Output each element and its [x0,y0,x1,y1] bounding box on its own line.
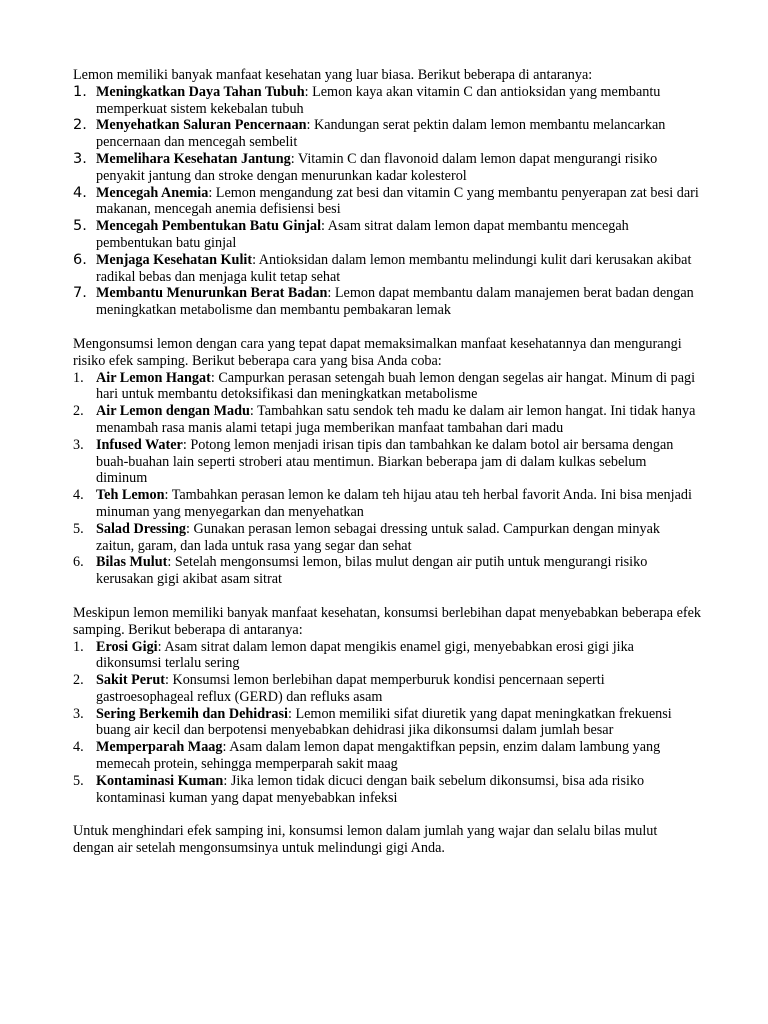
list-item-number: 4. [73,184,87,201]
list-item-term: Mencegah Anemia [96,184,209,201]
list-item-description: : Konsumsi lemon berlebihan dapat memperburuk kondisi pencernaan seperti gastroesophageal reflux (GERD) dan refluks asam [96,672,605,705]
list-item [73,437,701,487]
list-item [73,252,701,286]
list-item-number: 1. [73,83,87,100]
list-item-term: Meningkatkan Daya Tahan Tubuh [96,83,305,100]
list-item-number: 6. [73,251,87,268]
list-item [73,117,701,151]
list-item-term: Teh Lemon [96,487,165,504]
list-item [73,285,701,319]
list-item-term: Menjaga Kesehatan Kulit [96,251,253,268]
list-item-term: Memelihara Kesehatan Jantung [96,150,291,167]
list-item [73,672,701,706]
list-item-description: : Asam sitrat dalam lemon dapat membantu mencegah pembentukan batu ginjal [96,218,629,251]
list-item-term: Bilas Mulut [96,554,168,571]
list-item-number: 2. [73,403,84,420]
list-item [73,521,701,555]
list-item-description: : Gunakan perasan lemon sebagai dressing untuk salad. Campurkan dengan minyak zaitun, garam, dan lada untuk rasa yang segar dan sehat [96,520,660,554]
list-item-term: Air Lemon dengan Madu [96,403,250,420]
consumption-section [73,336,701,588]
list-item-term: Memperparah Maag [96,739,223,756]
list-item-term: Sering Berkemih dan Dehidrasi [96,705,288,722]
list-item [73,706,701,740]
list-item-term: Sakit Perut [96,672,165,689]
list-item [73,403,701,437]
list-item-description: : Lemon dapat membantu dalam manajemen berat badan dengan meningkatkan metabolisme dan membantu pembakaran lemak [96,285,694,319]
list-item-number: 3. [73,705,84,722]
list-item-number: 7. [73,285,87,302]
list-item-term: Kontaminasi Kuman [96,772,224,789]
list-item-number: 3. [73,436,84,453]
list-item [73,218,701,252]
list-item-description: : Jika lemon tidak dicuci dengan baik sebelum dikonsumsi, bisa ada risiko kontaminasi kuman yang dapat menyebabkan infeksi [96,772,645,806]
benefits-section [73,67,701,319]
list-item-term: Erosi Gigi [96,638,158,655]
list-item-term: Air Lemon Hangat [96,369,211,386]
benefits-intro: Lemon memiliki banyak manfaat kesehatan yang luar biasa. Berikut beberapa di antaranya: [73,67,593,83]
list-item-number: 4. [73,487,84,504]
benefits-list [73,84,701,319]
list-item-description: : Potong lemon menjadi irisan tipis dan tambahkan ke dalam botol air bersama dengan buah-buahan lain seperti stroberi atau mentimun. Biarkan beberapa jam di dalam kulkas sebelum diminum [96,436,674,487]
list-item-number: 3. [73,150,87,167]
list-item-number: 5. [73,218,87,235]
list-item [73,773,701,807]
list-item-description: : Asam sitrat dalam lemon dapat mengikis enamel gigi, menyebabkan erosi gigi jika dikonsumsi terlalu sering [96,638,634,672]
list-item-description: : Asam dalam lemon dapat mengaktifkan pepsin, enzim dalam lambung yang memecah protein, sehingga memperparah sakit maag [96,739,661,773]
list-item-term: Mencegah Pembentukan Batu Ginjal [96,218,322,235]
list-item-number: 1. [73,638,84,655]
list-item [73,151,701,185]
list-item-number: 4. [73,739,84,756]
list-item [73,185,701,219]
list-item-description: : Lemon mengandung zat besi dan vitamin C yang membantu penyerapan zat besi dari makanan, mencegah anemia defisiensi besi [96,184,699,218]
list-item-term: Infused Water [96,436,183,453]
document-body [73,67,701,857]
list-item-description: : Lemon kaya akan vitamin C dan antioksidan yang membantu memperkuat sistem kekebalan tubuh [96,83,661,117]
list-item-description: : Setelah mengonsumsi lemon, bilas mulut dengan air putih untuk mengurangi risiko kerusakan gigi akibat asam sitrat [96,554,648,588]
closing-paragraph: Untuk menghindari efek samping ini, konsumsi lemon dalam jumlah yang wajar dan selalu bilas mulut dengan air setelah mengonsumsinya untuk melindungi gigi Anda. [73,823,658,857]
list-item-description: : Vitamin C dan flavonoid dalam lemon dapat mengurangi risiko penyakit jantung dan stroke dengan menurunkan kadar kolesterol [96,150,658,184]
list-item-description: : Campurkan perasan setengah buah lemon dengan segelas air hangat. Minum di pagi hari untuk membantu detoksifikasi dan meningkatkan metabolisme [96,369,696,403]
list-item-description: : Tambahkan perasan lemon ke dalam teh hijau atau teh herbal favorit Anda. Ini bisa menjadi minuman yang menyegarkan dan menyehatkan [96,487,692,520]
list-item-description: : Antioksidan dalam lemon membantu melindungi kulit dari kerusakan akibat radikal bebas dan menjaga kulit tetap sehat [96,251,692,285]
list-item [73,84,701,118]
side-effects-intro: Meskipun lemon memiliki banyak manfaat kesehatan, konsumsi berlebihan dapat menyebabkan beberapa efek samping. Berikut beberapa di antaranya: [73,604,701,638]
list-item-term: Membantu Menurunkan Berat Badan [96,285,328,302]
list-item-number: 5. [73,772,84,789]
consumption-intro: Mengonsumsi lemon dengan cara yang tepat dapat memaksimalkan manfaat kesehatannya dan mengurangi risiko efek samping. Berikut beberapa cara yang bisa Anda coba: [73,335,682,369]
list-item-description: : Lemon memiliki sifat diuretik yang dapat meningkatkan frekuensi buang air kecil dan berpotensi menyebabkan dehidrasi jika dikonsumsi dalam jumlah besar [96,705,672,739]
list-item [73,639,701,673]
list-item [73,554,701,588]
list-item [73,739,701,773]
list-item-number: 2. [73,672,84,689]
side-effects-list [73,639,701,807]
consumption-list [73,370,701,588]
list-item-term: Salad Dressing [96,520,187,537]
list-item-number: 1. [73,369,84,386]
list-item-description: : Tambahkan satu sendok teh madu ke dalam air lemon hangat. Ini tidak hanya menambah rasa manis alami tetapi juga memberikan manfaat tambahan dari madu [96,403,696,436]
list-item-description: : Kandungan serat pektin dalam lemon membantu melancarkan pencernaan dan mencegah sembelit [96,117,666,151]
list-item-number: 5. [73,520,84,537]
list-item [73,370,701,404]
list-item-term: Menyehatkan Saluran Pencernaan [96,117,307,134]
side-effects-section [73,605,701,807]
list-item [73,487,701,521]
list-item-number: 6. [73,554,84,571]
list-item-number: 2. [73,117,87,134]
